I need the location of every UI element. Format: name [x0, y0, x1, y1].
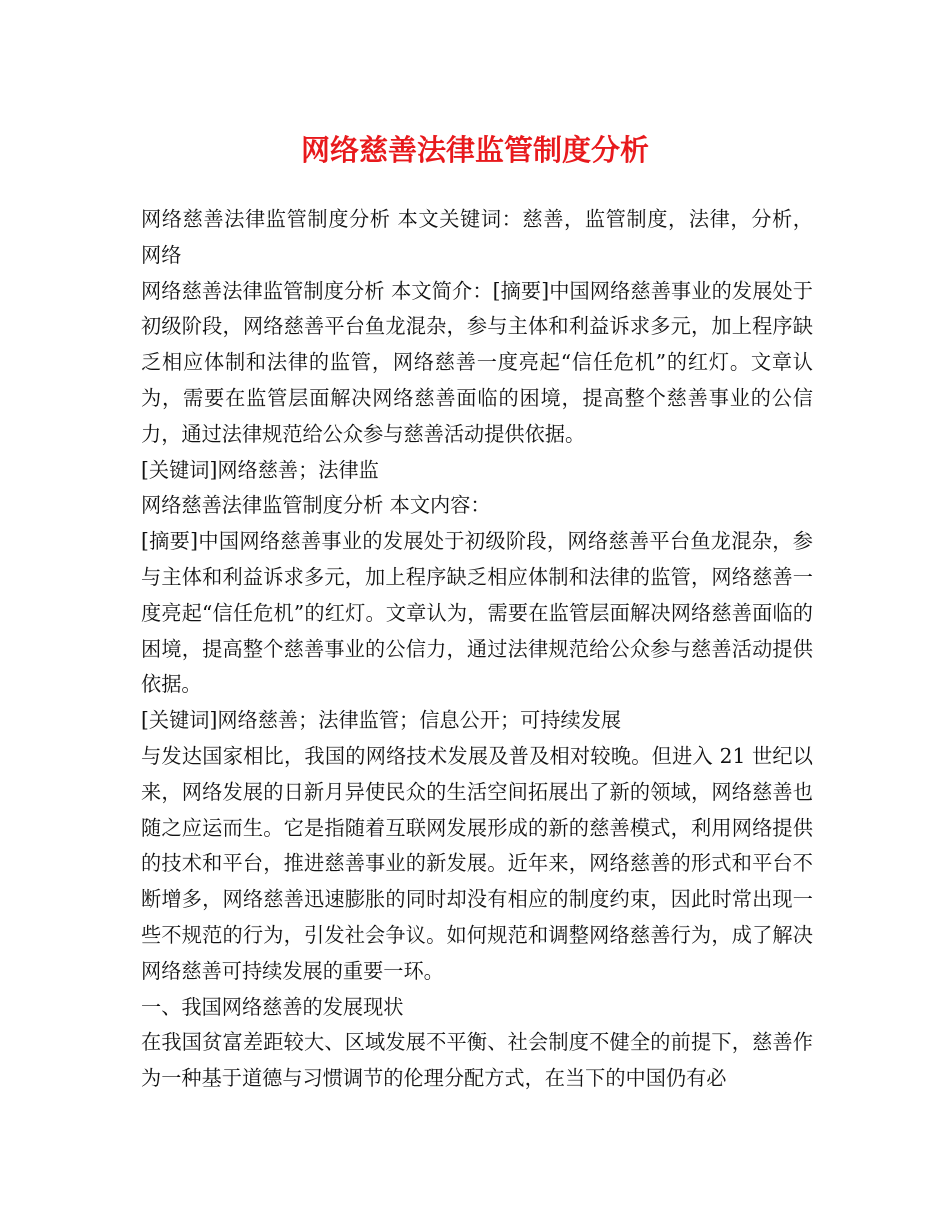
- keywords-paragraph: 网络慈善法律监管制度分析 本文关键词：慈善，监管制度，法律，分析，网络: [141, 207, 813, 267]
- document-body: [141, 202, 813, 1097]
- section-heading: 一、我国网络慈善的发展现状: [141, 994, 404, 1019]
- summary-paragraph: 网络慈善法律监管制度分析 本文简介：[摘要]中国网络慈善事业的发展处于初级阶段，网络慈善平台鱼龙混杂，参与主体和利益诉求多元，加上程序缺乏相应体制和法律的监管，网络慈善一度亮起“信任危机”的红灯。文章认为，需要在监管层面解决网络慈善面临的困境，提高整个慈善事业的公信力，通过法律规范给公众参与慈善活动提供依据。: [141, 278, 813, 446]
- section-paragraph: 在我国贫富差距较大、区域发展不平衡、社会制度不健全的前提下，慈善作为一种基于道德与习惯调节的伦理分配方式，在当下的中国仍有必: [141, 1030, 813, 1091]
- intro-paragraph: 与发达国家相比，我国的网络技术发展及普及相对较晚。但进入 21 世纪以来，网络发展的日新月异使民众的生活空间拓展出了新的领域，网络慈善也随之应运而生。它是指随着互联网发展形成的新的慈善模式，利用网络提供的技术和平台，推进慈善事业的新发展。近年来，网络慈善的形式和平台不断增多，网络慈善迅速膨胀的同时却没有相应的制度约束，因此时常出现一些不规范的行为，引发社会争议。如何规范和调整网络慈善行为，成了解决网络慈善可持续发展的重要一环。: [141, 743, 813, 983]
- summary-keywords-line: [关键词]网络慈善；法律监: [141, 457, 379, 482]
- abstract-paragraph: [摘要]中国网络慈善事业的发展处于初级阶段，网络慈善平台鱼龙混杂，参与主体和利益诉求多元，加上程序缺乏相应体制和法律的监管，网络慈善一度亮起“信任危机”的红灯。文章认为，需要在监管层面解决网络慈善面临的困境，提高整个慈善事业的公信力，通过法律规范给公众参与慈善活动提供依据。: [141, 529, 813, 697]
- document-title: 网络慈善法律监管制度分析: [300, 133, 649, 167]
- abstract-keywords-line: [关键词]网络慈善；法律监管；信息公开；可持续发展: [141, 708, 622, 733]
- content-heading-line: 网络慈善法律监管制度分析 本文内容：: [141, 493, 491, 518]
